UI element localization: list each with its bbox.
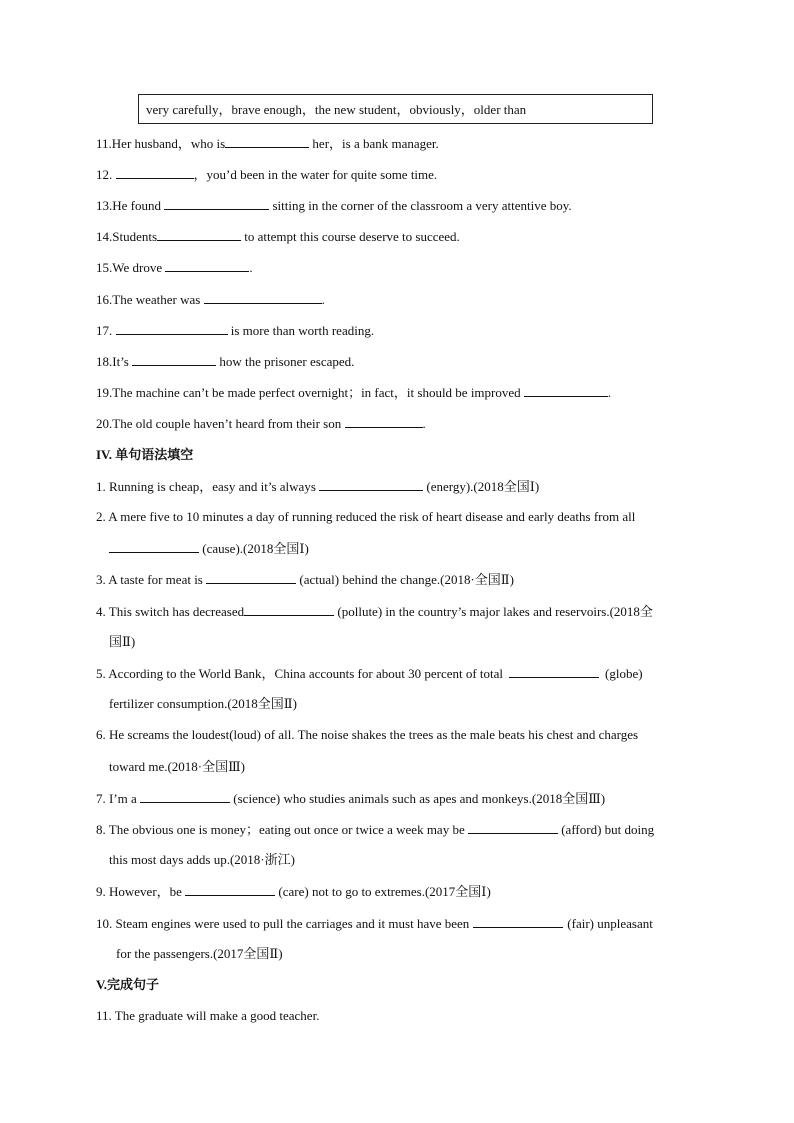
grammar-q7: 7. I’m a (science) who studies animals such as apes and monkeys.(2018全国Ⅲ) — [96, 791, 606, 806]
grammar-q2-line1: 2. A mere five to 10 minutes a day of running reduced the risk of heart disease and early deaths from all — [96, 509, 636, 524]
word-bank-box — [138, 94, 653, 124]
section-iv-heading: IV. 单句语法填空 — [96, 447, 194, 462]
grammar-q5-line2: fertilizer consumption.(2018全国Ⅱ) — [109, 696, 297, 711]
answer-blank[interactable] — [165, 258, 249, 272]
answer-blank[interactable] — [116, 321, 228, 335]
grammar-q8-line1: 8. The obvious one is money；eating out once or twice a week may be (afford) but doing — [96, 822, 655, 837]
complete-sentence-11: 11. The graduate will make a good teacher. — [96, 1008, 320, 1023]
question-11: 11.Her husband，who is her，is a bank manager. — [96, 136, 439, 151]
grammar-q9: 9. However，be (care) not to go to extremes.(2017全国Ⅰ) — [96, 884, 491, 899]
word-bank-text: very carefully，brave enough，the new student，obviously，older than — [146, 102, 527, 117]
answer-blank[interactable] — [204, 290, 322, 304]
answer-blank[interactable] — [157, 227, 241, 241]
answer-blank[interactable] — [109, 539, 199, 553]
grammar-q1: 1. Running is cheap，easy and it’s always (energy).(2018全国Ⅰ) — [96, 479, 540, 494]
grammar-q6-line2: toward me.(2018·全国Ⅲ) — [109, 759, 246, 774]
answer-blank[interactable] — [473, 914, 563, 928]
answer-blank[interactable] — [319, 477, 423, 491]
grammar-q8-line2: this most days adds up.(2018·浙江) — [109, 852, 295, 867]
grammar-q6-line1: 6. He screams the loudest(loud) of all. The noise shakes the trees as the male beats his chest and charges — [96, 727, 639, 742]
answer-blank[interactable] — [140, 789, 230, 803]
grammar-q4-line1: 4. This switch has decreased (pollute) in the country’s major lakes and reservoirs.(2018全 — [96, 604, 653, 619]
answer-blank[interactable] — [164, 196, 269, 210]
question-16: 16.The weather was . — [96, 292, 325, 307]
question-18: 18.It’s how the prisoner escaped. — [96, 354, 355, 369]
answer-blank[interactable] — [509, 664, 599, 678]
answer-blank[interactable] — [206, 570, 296, 584]
answer-blank[interactable] — [116, 165, 194, 179]
grammar-q10-line2: for the passengers.(2017全国Ⅱ) — [116, 946, 283, 961]
question-13: 13.He found sitting in the corner of the classroom a very attentive boy. — [96, 198, 572, 213]
answer-blank[interactable] — [244, 602, 334, 616]
question-17: 17. is more than worth reading. — [96, 323, 375, 338]
question-20: 20.The old couple haven’t heard from their son . — [96, 416, 426, 431]
question-14: 14.Students to attempt this course deserve to succeed. — [96, 229, 460, 244]
grammar-q10-line1: 10. Steam engines were used to pull the carriages and it must have been (fair) unpleasant — [96, 916, 653, 931]
answer-blank[interactable] — [185, 882, 275, 896]
question-19: 19.The machine can’t be made perfect overnight；in fact，it should be improved . — [96, 385, 612, 400]
grammar-q2-line2: (cause).(2018全国Ⅰ) — [109, 539, 309, 558]
grammar-q5-line1: 5. According to the World Bank，China accounts for about 30 percent of total (globe) — [96, 666, 643, 681]
question-12: 12. ，you’d been in the water for quite some time. — [96, 167, 438, 182]
answer-blank[interactable] — [225, 134, 309, 148]
answer-blank[interactable] — [468, 820, 558, 834]
grammar-q4-line2: 国Ⅱ) — [109, 634, 136, 649]
answer-blank[interactable] — [524, 383, 608, 397]
grammar-q3: 3. A taste for meat is (actual) behind the change.(2018·全国Ⅱ) — [96, 572, 514, 587]
question-15: 15.We drove . — [96, 260, 253, 275]
section-v-heading: V.完成句子 — [96, 977, 159, 992]
answer-blank[interactable] — [345, 414, 423, 428]
answer-blank[interactable] — [132, 352, 216, 366]
